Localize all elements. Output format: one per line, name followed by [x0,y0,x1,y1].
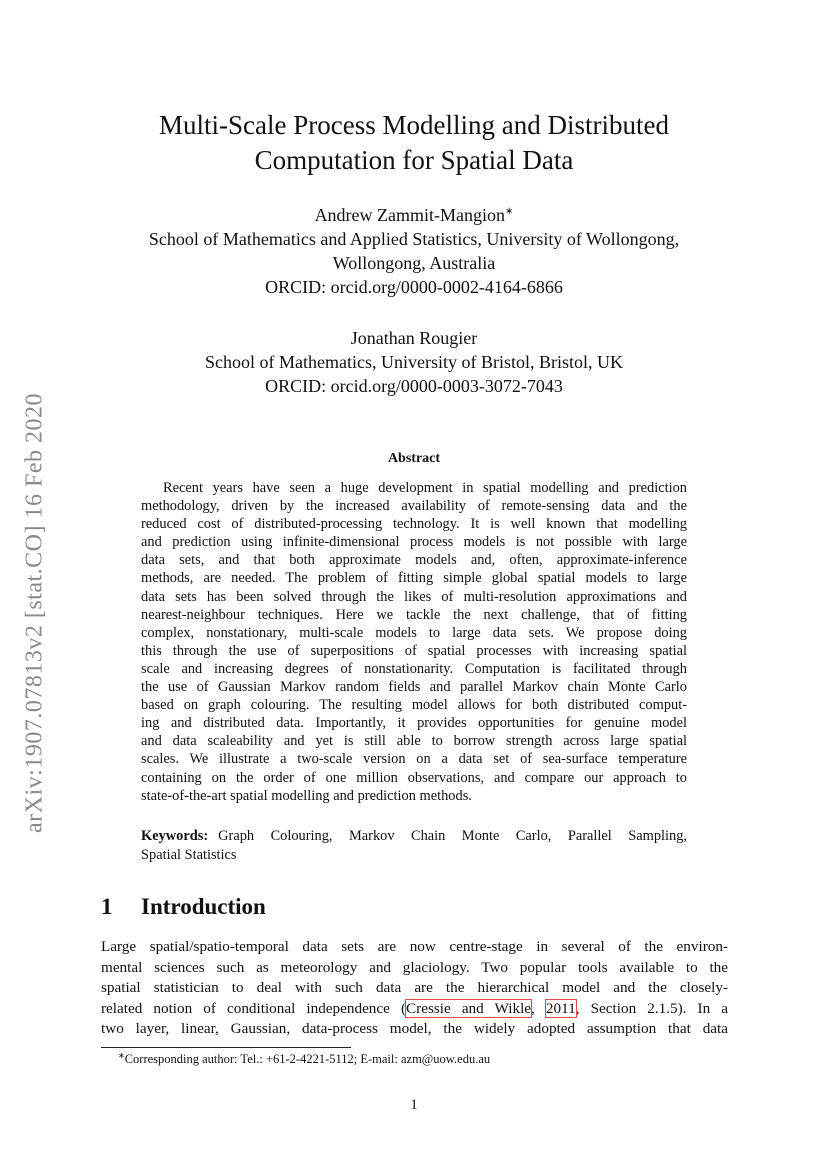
author-1-name: Andrew Zammit-Mangion [314,205,506,225]
author-1-affiliation-line-2: Wollongong, Australia [332,253,496,273]
intro-paragraph [101,937,728,1040]
abstract-line: and prediction using infinite-dimensional process models is not possible with large [141,534,687,551]
intro-line: spatial statistician to deal with such data are the hierarchical model and the closely- [101,979,728,996]
author-2-name: Jonathan Rougier [350,328,478,348]
intro-line: two layer, linear, Gaussian, data-process model, the widely adopted assumption that data [101,1020,728,1037]
page-number: 1 [410,1097,418,1113]
abstract-line: this through the use of superpositions of spatial processes with increasing spatial [141,642,687,659]
author-1-footnote-mark[interactable]: ∗ [505,206,514,217]
abstract-line: Recent years have seen a huge development in spatial modelling and prediction [163,480,687,496]
keywords-list-2: Spatial Statistics [141,846,237,863]
abstract-line: and data scaleability and yet is still able to borrow strength across large spatial [141,733,687,750]
abstract-line: containing on the order of one million observations, and compare our approach to [141,769,687,786]
abstract-heading: Abstract [387,451,441,466]
abstract-line: scale and increasing degrees of nonstationarity. Computation is facilitated through [141,660,687,677]
citation-link-year[interactable]: 2011 [545,999,576,1017]
keywords [141,827,687,864]
author-1-affiliation-line-1: School of Mathematics and Applied Statistics, University of Wollongong, [148,229,680,249]
intro-text: related notion of conditional independence ( [101,999,407,1017]
abstract-line: based on graph colouring. The resulting model allows for both distributed comput- [141,697,687,714]
paper-title [100,108,728,178]
abstract-line: ing and distributed data. Importantly, it provides opportunities for genuine model [141,715,687,732]
section-number: 1 [101,894,113,919]
author-2-orcid: ORCID: orcid.org/0000-0003-3072-7043 [265,376,563,396]
abstract-line: complex, nonstationary, multi-scale models to large data sets. We propose doing [141,624,687,641]
citation-link-authors[interactable]: Cressie and Wikle [406,999,532,1017]
title-line-2: Computation for Spatial Data [254,145,574,175]
abstract-line: reduced cost of distributed-processing technology. It is well known that modelling [141,516,687,533]
title-line-1: Multi-Scale Process Modelling and Distributed [159,110,669,140]
footnote-mark: ∗ [118,1051,125,1060]
intro-line: Large spatial/spatio-temporal data sets are now centre-stage in several of the environ- [101,938,728,955]
section-heading [101,894,266,920]
footnote [118,1051,490,1067]
author-2-affiliation: School of Mathematics, University of Bristol, Bristol, UK [205,352,623,372]
abstract-line: data sets, and that both approximate models and, often, approximate-inference [141,552,687,569]
abstract-body [141,479,687,805]
footnote-rule [101,1047,351,1048]
abstract-line: scales. We illustrate a two-scale version on a data set of sea-surface temperature [141,751,687,768]
author-1-orcid: ORCID: orcid.org/0000-0002-4164-6866 [265,277,563,297]
keywords-label: Keywords: [141,828,209,844]
abstract-line: the use of Gaussian Markov random fields and parallel Markov chain Monte Carlo [141,679,687,696]
intro-line: mental sciences such as meteorology and glaciology. Two popular tools available to the [101,958,728,976]
section-title: Introduction [141,894,266,919]
arxiv-identifier [14,360,56,865]
keywords-line-1 [141,827,687,846]
intro-line-4 [101,999,728,1020]
footnote-text: Corresponding author: Tel.: +61-2-4221-5112; E-mail: azm@uow.edu.au [124,1052,491,1067]
abstract-line: state-of-the-art spatial modelling and prediction methods. [141,787,472,804]
keywords-list-1: Graph Colouring, Markov Chain Monte Carlo, Parallel Sampling, [218,828,687,844]
intro-text: , Section 2.1.5). In a [575,999,728,1017]
abstract-line: methods, are needed. The problem of fitting simple global spatial models to large [141,570,687,587]
author-1-name-line [90,200,738,227]
abstract-line: methodology, driven by the increased availability of remote-sensing data and the [141,498,687,515]
abstract-line: data sets has been solved through the likes of multi-resolution approximations and [141,588,687,605]
abstract-line: nearest-neighbour techniques. Here we tackle the next challenge, that of fitting [141,606,687,623]
author-block-1 [90,200,738,299]
intro-text: , [531,999,546,1017]
author-block-2 [90,326,738,398]
arxiv-id-text: arXiv:1907.07813v2 [stat.CO] 16 Feb 2020 [21,392,48,833]
